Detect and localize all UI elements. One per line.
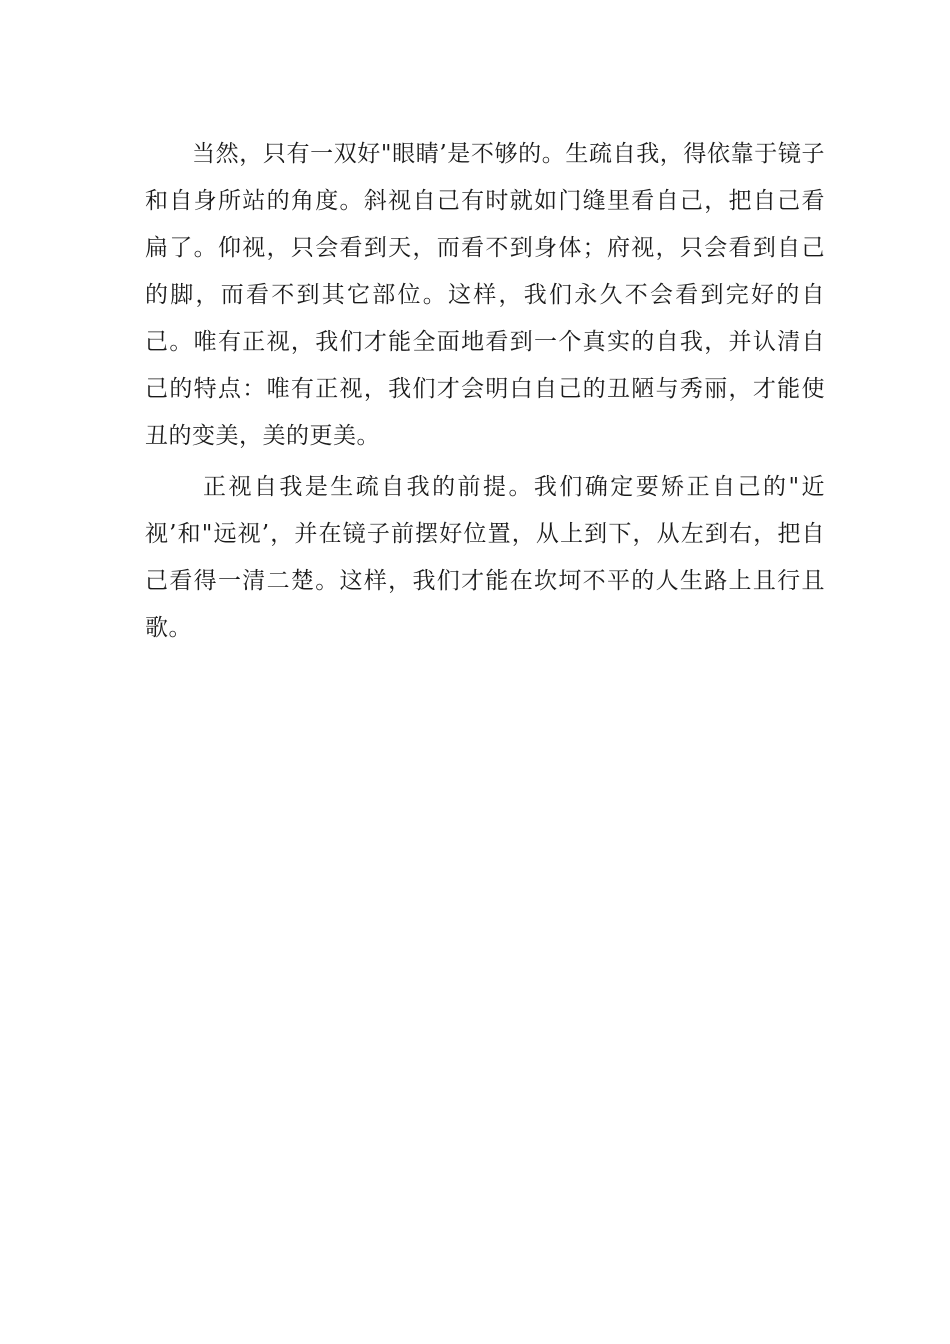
paragraph-1: 当然，只有一双好"眼睛’是不够的。生疏自我，得依靠于镜子和自身所站的角度。斜视自己有时就如门缝里看自己，把自己看扁了。仰视，只会看到天，而看不到身体；府视，只会看到自己的脚，而看不到其它部位。这样，我们永久不会看到完好的自己。唯有正视，我们才能全面地看到一个真实的自我，并认清自己的特点：唯有正视，我们才会明白自己的丑陋与秀丽，才能使丑的变美，美的更美。 bbox=[145, 141, 825, 449]
document-body bbox=[145, 131, 825, 652]
paragraph-2: 正视自我是生疏自我的前提。我们确定要矫正自己的"近视’和"远视’，并在镜子前摆好位置，从上到下，从左到右，把自己看得一清二楚。这样，我们才能在坎坷不平的人生路上且行且歌。 bbox=[145, 474, 825, 641]
